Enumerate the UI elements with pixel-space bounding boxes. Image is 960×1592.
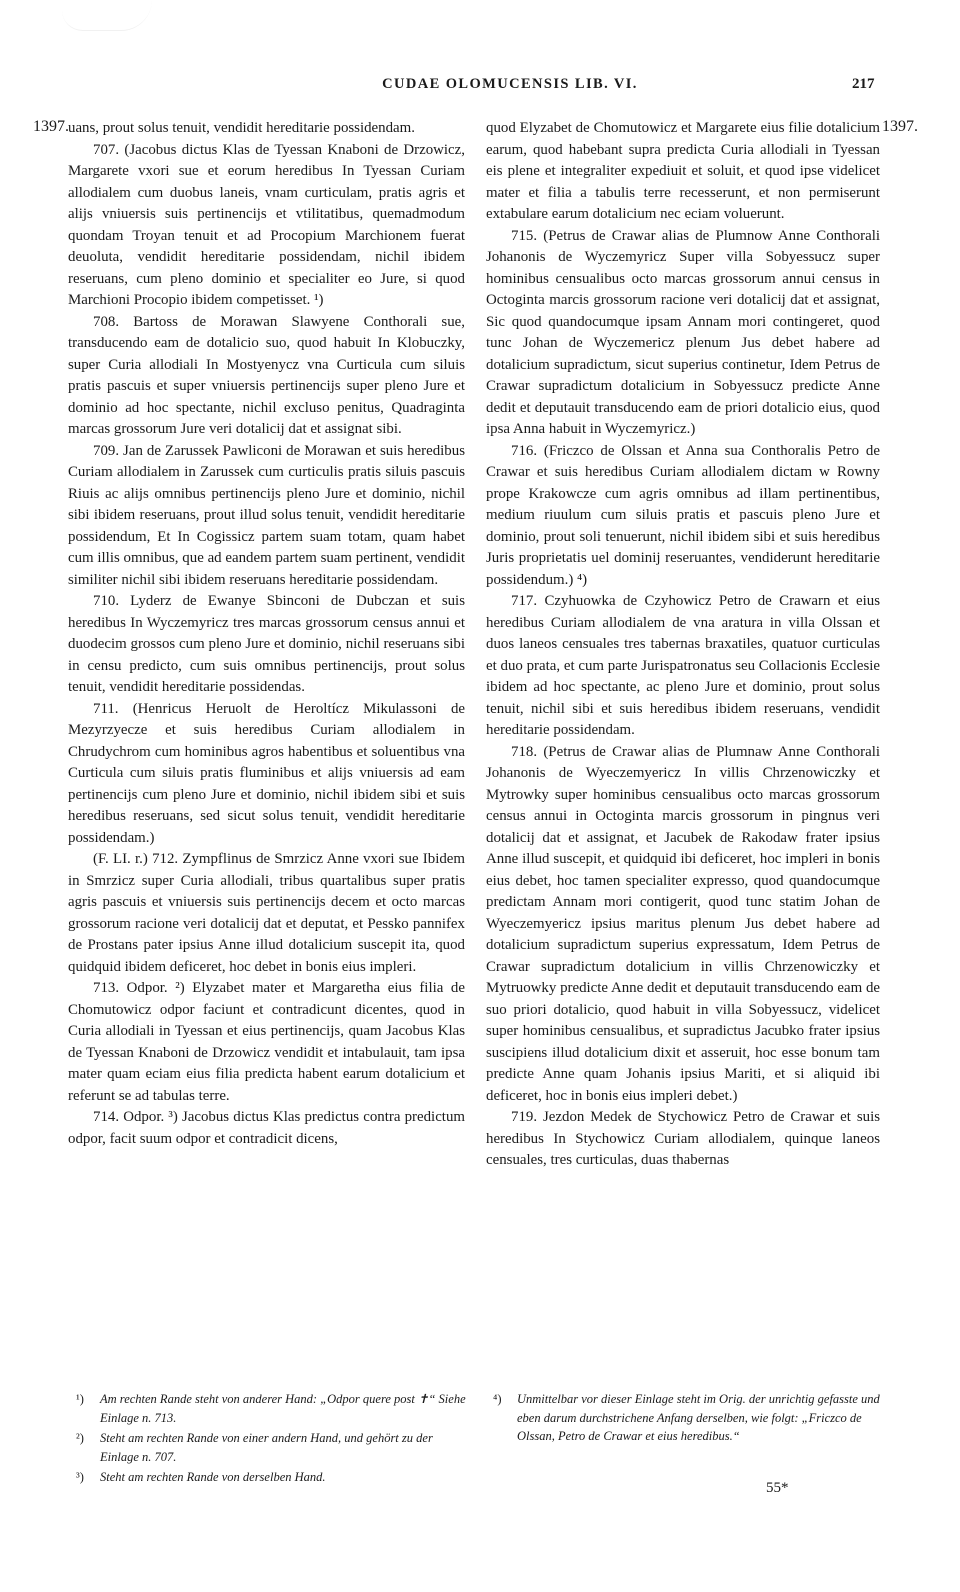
footnote-marker: ¹)	[76, 1392, 84, 1406]
entry-number: 719.	[511, 1109, 538, 1125]
entry-paragraph	[68, 118, 465, 140]
entry-text: (Petrus de Crawar alias de Plumnaw Anne Conthorali Johanonis de Wyeczemyericz In villis Chrzenowiczky et Mytrowky super hominibus censualibus octo marcas grossorum census annui in Octoginta marcis grossorum in pingnus veri dotalicij dat et assignat, et Jacubek de Rakodaw frater ipsius Anne illud suscepit, et quidquid ibi deficeret, hoc impleri in bonis eius debet, hoc tamen specialiter expresso, quod quandocumque predictam Annam mori contigerit, quod tunc statim Johan de Wyeczemyericz ipsius maritus plenum Jus debet habere ad dotalicium supradictum superius expressatum, Idem Petrus de Crawar supradictum dotalicium in villis Chrzenowiczky et Mytruowky predicte Anne dedit et deputauit transducendo eam de suo priori dotalicio, quod habuit in villa Sobyessucz, videlicet super hominibus censualibus, et supradictus Jacubko frater ipsius suscipiens illud dotalicium dixit et asseruit, hoc esse bonum tam predicte Anne quam Johanis ipsius Mariti, et si aliquid ibi deficeret, hoc in bonis eius impleri debet.)	[486, 743, 880, 1104]
margin-year-right: 1397.	[882, 118, 918, 135]
entry-text: Odpor. ³) Jacobus dictus Klas predictus contra predictum odpor, facit suum odpor et contradicit dicens,	[68, 1109, 465, 1147]
entry-text: Odpor. ²) Elyzabet mater et Margaretha eius filia de Chomutowicz odpor faciunt et contradicunt dicentes, quod in Curia allodiali in Tyessan et eius pertinencijs, quam Jacobus Klas de Tyessan Knaboni de Drzowicz vendidit et intabulauit, tam ipsa mater quam eciam eius filia predicta habent earum dotalicium et referunt se ad tabulas terre.	[68, 980, 465, 1104]
entry-number: 711.	[93, 700, 119, 717]
entry-text: (Petrus de Crawar alias de Plumnow Anne Conthorali Johanonis de Wyczemyricz Super villa Sobyessucz super hominibus censualibus octo marcas grossorum annui census in Octoginta marcis grossorum racione veri dotalicij dat et assignat, Sic quod quandocumque ipsam Annam mori contingeret, quod tunc Johan de Wyczemericz plenum Jus debet habere ad dotalicium supradictum, sicut superius continetur, Idem Petrus de Crawar supradictum dotalicium in Sobyessucz predicte Anne dedit et deputauit transducendo eam de priori dotalicio eius, quod ipsa Anna habuit in Wyczemyricz.)	[486, 227, 880, 437]
entry-number: 708.	[93, 313, 120, 330]
entry-text: quod Elyzabet de Chomutowicz et Margarete eius filie dotalicium earum, quod habebant supra predicta Curia allodiali in Tyessan eis plene et integraliter expediuit et soluit, et quod ipse videlicet mater et filia a tabulis terre recesserunt, et non permiserunt extabulare earum dotalicium nec eciam voluerunt.	[486, 120, 880, 222]
entry-text: Bartoss de Morawan Slawyene Conthorali sue, transducendo eam de dotalicio suo, quod habuit In Klobuczky, super Curia allodiali In Mostyenycz vna Curticula cum siluis pratis pascuis et super vniuersis pertinencijs super pleno Jure et dominio ad hoc spectante, nichil excluso penitus, Quadraginta marcas grossorum Jure veri dotalicij dat et assignat sibi.	[68, 313, 465, 437]
footnote-text: Unmittelbar vor dieser Einlage steht im Orig. der unrichtig gefasste und eben darum durchstrichene Anfang derselben, wie folgt: „Friczco de Olssan, Petro de Crawar et eius heredibus.“	[517, 1392, 880, 1443]
footnote	[76, 1429, 468, 1466]
entry-text: Czyhuowka de Czyhowicz Petro de Crawarn et eius heredibus Curiam allodialem de vna aratura in villa Olssan et duos laneos censuales tres tabernas braxatiles, quatuor curticulas et duo prata, et cum parte Jurispatronatus seu Collacionis Ecclesie ibidem ad hoc spectante, ac pleno Jure et dominio, prout solus tenuit, nichil sibi et suis heredibus ibidem reseruans, vendidit hereditarie possidendam.	[486, 593, 880, 738]
entry-paragraph	[68, 441, 465, 592]
entry-paragraph	[486, 118, 880, 226]
footnotes-left	[76, 1390, 468, 1489]
footnote-text: Am rechten Rande steht von anderer Hand: „Odpor quere post ✝“ Siehe Einlage n. 713.	[100, 1392, 466, 1425]
entry-number: 710.	[93, 593, 120, 609]
entry-paragraph	[68, 591, 465, 699]
entry-number: (F. LI. r.) 712.	[93, 851, 179, 867]
entry-number: 713.	[93, 980, 120, 996]
entry-paragraph	[486, 226, 880, 441]
entry-text: Zympflinus de Smrzicz Anne vxori sue Ibidem in Smrzicz super Curia allodiali, tribus quartalibus super pratis agris pascuis et vniuersis suis pertinencijs decem et octo marcas grossorum racione veri dotalicij dat et deputat, et Pessko pannifex de Prostans pater ipsius Anne illud dotalicium suscepit ita, quod quidquid ibidem deficeret, hoc debet in bonis eius impleri.	[68, 851, 465, 975]
margin-year-left: 1397.	[33, 118, 69, 135]
entry-paragraph	[486, 591, 880, 742]
entry-paragraph	[68, 312, 465, 441]
entry-number: 707.	[93, 141, 120, 158]
entry-paragraph	[68, 699, 465, 850]
page-number: 217	[852, 76, 875, 92]
entry-number: 709.	[93, 442, 120, 459]
footnote-marker: ³)	[76, 1470, 84, 1484]
entry-number: 718.	[511, 743, 538, 760]
footnote	[493, 1390, 881, 1446]
entry-paragraph	[68, 849, 465, 978]
entry-text: Jan de Zarussek Pawliconi de Morawan et suis heredibus Curiam allodialem in Zarussek cum curticulis pratis siluis pascuis Riuis ac alijs omnibus pertinencijs pleno Jure et dominio, nichil sibi ibidem reseruans, prout illud solus tenuit, vendidit hereditarie possidendum, Et In Cogissicz partem suam totam, quam habet cum illis omnibus, que ad eandem partem suam pertinent, vendidit similiter nichil sibi ibidem reseruans hereditarie possidendam.	[68, 442, 465, 588]
entry-text: (Friczco de Olssan et Anna sua Conthoralis Petro de Crawar et suis heredibus Curiam allodialem dictam w Rowny prope Krakowcze cum agris omnibus ad illam pertinentibus, medium riuulum cum siluis pratis et pascuis pleno Jure et dominio, prout soli tenuerunt, nichil ibidem sibi et suis heredibus Juris proprietatis uel dominij reseruantes, vendiderunt hereditarie possidendum.) ⁴)	[486, 442, 880, 588]
entry-paragraph	[68, 1107, 465, 1150]
footnote-marker: ²)	[76, 1431, 84, 1445]
paper-stain	[62, 0, 152, 31]
entry-text: Lyderz de Ewanye Sbinconi de Dubczan et suis heredibus In Wyczemyricz tres marcas grossorum census annui et duodecim grossos cum pleno Jure et dominio, nichil reseruans sibi in censu predicto, cum suis omnibus pertinencijs, prout solus tenuit, vendidit hereditarie possidendas.	[68, 593, 465, 695]
entry-text: (Henricus Heruolt de Heroltícz Mikulassoni de Mezyrzyecze et suis heredibus Curiam allodialem in Chrudychrom cum hominibus agros habentibus et soluentibus vna Curticula cum siluis pratis fluminibus et alijs vniuersis ad eam pertinencijs cum pleno Jure et dominio, nichil ibidem sibi et suis heredibus reseruans, sed sicut solus tenuit, vendidit hereditarie possidendam.)	[68, 700, 465, 846]
entry-text: uans, prout solus tenuit, vendidit hereditarie possidendam.	[68, 120, 415, 136]
right-text-column	[486, 118, 880, 1172]
entry-number: 717.	[511, 593, 538, 609]
footnotes-right	[493, 1390, 881, 1448]
entry-number: 714.	[93, 1109, 120, 1125]
signature-mark: 55*	[766, 1480, 789, 1496]
footnote	[76, 1390, 468, 1427]
footnote-text: Steht am rechten Rande von derselben Hand.	[100, 1470, 326, 1484]
entry-paragraph	[486, 742, 880, 1108]
footnote-marker: ⁴)	[493, 1392, 502, 1406]
entry-paragraph	[486, 1107, 880, 1172]
entry-number: 715.	[511, 227, 538, 244]
entry-paragraph	[486, 441, 880, 592]
footnote-text: Steht am rechten Rande von einer andern Hand, und gehört zu der Einlage n. 707.	[100, 1431, 433, 1464]
entry-text: Jezdon Medek de Stychowicz Petro de Crawar et suis heredibus In Stychowicz Curiam allodialem, quinque laneos censuales, tres curticulas, duas thabernas	[486, 1109, 880, 1168]
entry-text: (Jacobus dictus Klas de Tyessan Knaboni de Drzowicz, Margarete vxori sue et eorum heredibus In Tyessan Curiam allodialem cum duobus laneis, vnam curticulam, pratis agris et alijs vniuersis suis pertinencijs et vtilitatibus, quemadmodum quondam Troyan tenuit et ad Procopium Marchionem fuerat deuoluta, vendidit hereditarie possidendam, nichil ibidem reseruans, cum pleno dominio et specialiter eo Jure, si quod Marchioni Procopio ibidem competisset. ¹)	[68, 141, 465, 308]
left-text-column	[68, 118, 465, 1150]
running-title: CUDAE OLOMUCENSIS LIB. VI.	[382, 76, 638, 92]
entry-paragraph	[68, 140, 465, 312]
entry-number: 716.	[511, 442, 538, 459]
footnote	[76, 1468, 468, 1487]
entry-paragraph	[68, 978, 465, 1107]
